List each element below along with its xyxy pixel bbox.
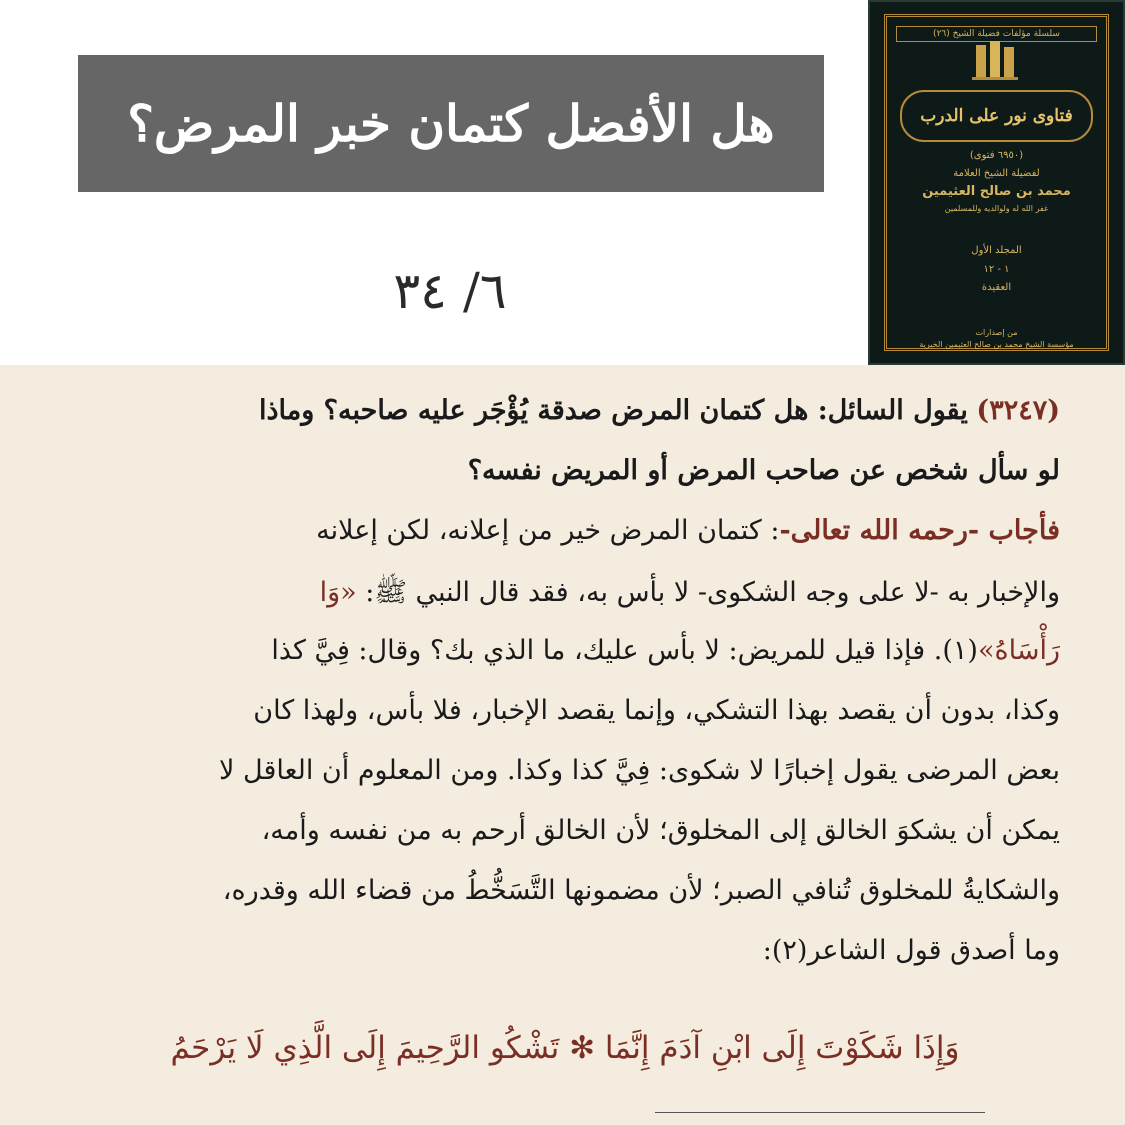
cover-by: لفضيلة الشيخ العلامة xyxy=(953,168,1040,179)
text-line-7: بعض المرضى يقول إخبارًا لا شكوى: فِيَّ كذا وكذا. ومن المعلوم أن العاقل لا xyxy=(219,755,1060,786)
cover-author: محمد بن صالح العثيمين xyxy=(922,184,1071,199)
cover-topic: العقيدة xyxy=(981,282,1012,293)
hadith-start: «وَا xyxy=(319,577,357,608)
volume-page-reference: ٦/ ٣٤ xyxy=(393,262,507,320)
footnote-divider xyxy=(655,1112,985,1113)
page-title: هل الأفضل كتمان خبر المرض؟ xyxy=(127,94,775,153)
fatwa-number: (٣٢٤٧) xyxy=(976,395,1060,426)
question-continued: لو سأل شخص عن صاحب المرض أو المريض نفسه؟ xyxy=(467,455,1060,486)
text-line-6: وكذا، بدون أن يقصد بهذا التشكي، وإنما يقصد الإخبار، فلا بأس، ولهذا كان xyxy=(253,695,1060,726)
cover-title: فتاوى نور على الدرب xyxy=(900,90,1093,142)
cover-publisher: مؤسسة الشيخ محمد بن صالح العثيمين الخيرية xyxy=(919,340,1074,349)
cover-publisher-label: من إصدارات xyxy=(975,328,1018,337)
text-line-5 xyxy=(60,635,1060,666)
answer-text: : كتمان المرض خير من إعلانه، لكن إعلانه xyxy=(316,515,780,546)
question-label: يقول السائل: xyxy=(817,395,968,426)
text-line-1 xyxy=(60,395,1060,426)
question-text: هل كتمان المرض صدقة يُؤْجَر عليه صاحبه؟ وماذا xyxy=(259,395,818,426)
cover-volume: المجلد الأول xyxy=(971,245,1022,256)
text-line-10: وما أصدق قول الشاعر(٢): xyxy=(762,935,1060,966)
hadith-end: رَأْسَاهُ» xyxy=(977,635,1060,666)
text-line-9: والشكايةُ للمخلوق تُنافي الصبر؛ لأن مضمونها التَّسَخُّطُ من قضاء الله وقدره، xyxy=(222,875,1060,906)
text-line-8: يمكن أن يشكوَ الخالق إلى المخلوق؛ لأن الخالق أرحم به من نفسه وأمه، xyxy=(261,815,1060,846)
text-line-3 xyxy=(60,515,1060,546)
cover-range: ١ - ١٢ xyxy=(983,264,1010,275)
cover-note: غفر الله له ولوالديه وللمسلمين xyxy=(944,204,1049,213)
line-text: (١). فإذا قيل للمريض: لا بأس عليك، ما الذي بك؟ وقال: فِيَّ كذا xyxy=(271,635,978,666)
poetry-verse: وَإِذَا شَكَوْتَ إِلَى ابْنِ آدَمَ إِنَّمَا ✻ تَشْكُو الرَّحِيمَ إِلَى الَّذِي لَا يَرْحَمُ xyxy=(170,1030,960,1066)
title-banner xyxy=(78,55,824,192)
answer-label: فأجاب -رحمه الله تعالى- xyxy=(779,515,1060,546)
line-text: والإخبار به -لا على وجه الشكوى- لا بأس به، فقد قال النبي ﷺ: xyxy=(356,577,1060,608)
text-line-4 xyxy=(60,575,1060,615)
text-line-2 xyxy=(60,455,1060,486)
cover-series: سلسلة مؤلفات فضيلة الشيخ (٢٦) xyxy=(896,26,1097,42)
book-cover xyxy=(868,0,1125,365)
cover-count: (٦٩٥٠ فتوى) xyxy=(969,150,1024,161)
books-emblem-icon xyxy=(968,37,1028,82)
